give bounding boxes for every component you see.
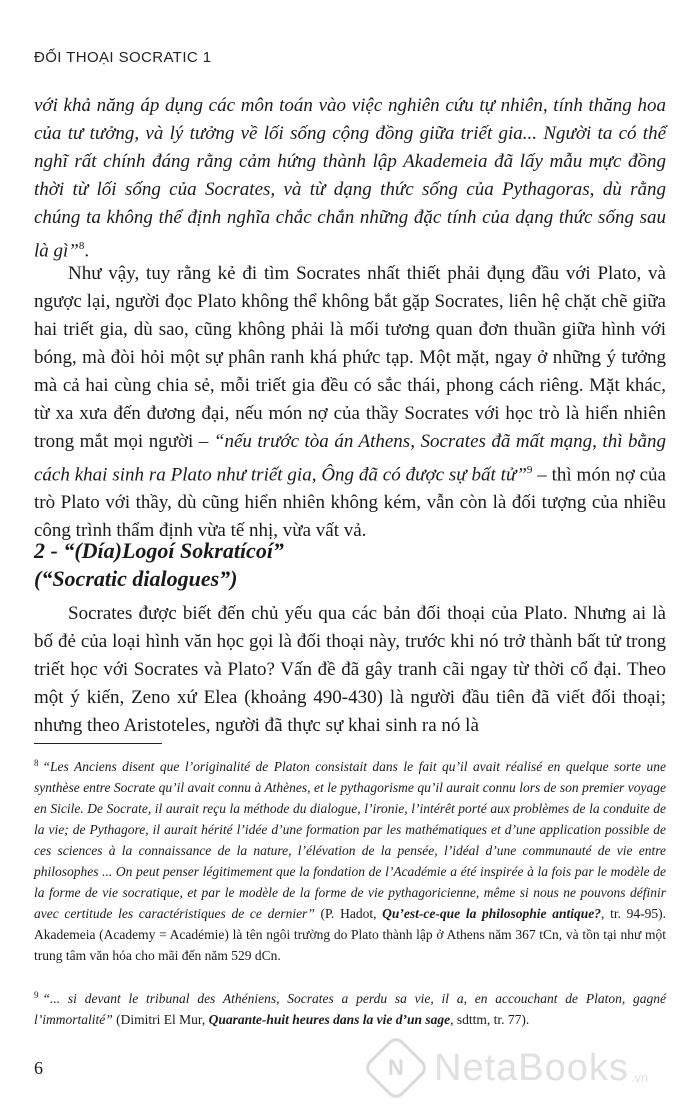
paragraph-text-end: – thì món nợ của trò Plato với thầy, dù cũng hiển nhiên không kém, vẫn còn là đối tượng của nhiều công trình thẩm định vừa tế nhị, vừa vất vả. xyxy=(34,464,666,542)
footnote-book-title: Qu’est-ce-que la philosophie antique? xyxy=(382,906,601,921)
logo-letter: N xyxy=(388,1054,404,1080)
running-header: ĐỐI THOẠI SOCRATIC 1 xyxy=(34,49,212,66)
watermark-text: NetaBooks xyxy=(434,1046,629,1089)
paragraph-dialogues: Socrates được biết đến chủ yếu qua các bản đối thoại của Plato. Nhưng ai là bố đẻ của loại hình văn học gọi là đối thoại này, trước khi nó trở thành bất tử trong triết học với Socrates và Plato? Vấn đề đã gây tranh cãi ngay từ thời cổ đại. Theo một ý kiến, Zeno xứ Elea (khoảng 490-430) là người đầu tiên đã viết đối thoại; nhưng theo Aristoteles, người đã thực sự khai sinh ra nó là xyxy=(34,603,666,736)
paragraph-text: Như vậy, tuy rằng kẻ đi tìm Socrates nhất thiết phải đụng đầu với Plato, và ngược lại, người đọc Plato không thể không bắt gặp Socrates, liên hệ chặt chẽ giữa hai triết gia, dù sao, cũng không phải là mối tương quan đơn thuần giữa hình với bóng, mà đòi hỏi một sự phân ranh khá phức tạp. Một mặt, ngay ở những ý tưởng mà cả hai cùng chia sẻ, mỗi triết gia đều có sắc thái, phong cách riêng. Mặt khác, từ xa xưa đến đương đại, nếu món nợ của thầy Socrates với học trò là hiển nhiên trong mắt mọi người – xyxy=(34,263,666,452)
section-heading xyxy=(34,537,666,593)
footnote-number: 9 xyxy=(34,990,39,1000)
footnote-number: 8 xyxy=(34,758,39,768)
inline-quote: “nếu trước tòa án Athens, Socrates đã mất mạng, thì bằng cách khai sinh ra Plato như triết gia, Ông đã có được sự bất tử” xyxy=(34,431,667,486)
footnote-quote: “... si devant le tribunal des Athéniens, Socrates a perdu sa vie, il a, en accouchant de Platon, gagné l’immortalité” xyxy=(34,991,666,1027)
footnote-citation: (P. Hadot, xyxy=(314,906,383,921)
page-number: 6 xyxy=(34,1058,43,1078)
footnote-quote: “Les Anciens disent que l’originalité de Platon consistait dans le fait qu’il avait réalisé en quelque sorte une synthèse entre Socrate qu’il avait connu à Athènes, et le pythagorisme qu’il aurait connu lors de son premier voyage en Sicile. De Socrate, il aurait reçu la méthode du dialogue, l’ironie, l’intérêt porté aux problèmes de la conduite de la vie; de Pythagore, il aurait hérité l’idée d’une formation par les mathématiques et d’une application possible de ces sciences à la connaissance de la nature, l’élévation de la pensée, l’idéal d’une communauté de vie entre philosophes ... On peut penser légitimement que la fondation de l’Académie a été inspirée à la fois par le modèle de la forme de vie socratique, et par le modèle de la forme de vie pythagoricienne, même si nous ne pouvons définir avec certitude les caractéristiques de ce dernier” xyxy=(34,759,666,921)
netabooks-logo-icon xyxy=(362,1034,430,1102)
watermark xyxy=(372,1044,648,1092)
footnote-9 xyxy=(34,985,666,1030)
paragraph-text: với khả năng áp dụng các môn toán vào việc nghiên cứu tự nhiên, tính thăng hoa của tư tưởng, và lý tưởng về lối sống cộng đồng giữa triết gia... Người ta có thể nghĩ rất chính đáng rằng cảm hứng thành lập Akademeia đã lấy mẫu mực đồng thời từ lối sống của Socrates, và từ dạng thức sống của Pythagoras, dù rằng chúng ta không thể định nghĩa chắc chắn những đặc tính của dạng thức sống sau là gì” xyxy=(34,95,666,262)
watermark-suffix: .vn xyxy=(630,1069,649,1085)
footnote-ref-8[interactable]: 8 xyxy=(78,240,85,252)
footnote-citation-end: , sdttm, tr. 77). xyxy=(450,1012,530,1027)
paragraph-continued-quote xyxy=(34,92,666,265)
footnote-citation-end: , tr. 94-95). Akademeia (Academy = Académie) là tên ngôi trường do Plato thành lập ở Athens năm 367 tCn, và tồn tại như một trung tâm văn hóa cho mãi đến năm 529 dCn. xyxy=(34,906,667,963)
footnote-8 xyxy=(34,753,666,966)
section-heading-line-1: 2 - “(Día)Logoí Sokratícoí” xyxy=(34,538,284,563)
paragraph-plato-socrates xyxy=(34,260,666,545)
footnote-book-title: Quarante-huit heures dans la vie d’un sage xyxy=(208,1012,451,1027)
footnote-ref-9[interactable]: 9 xyxy=(526,464,533,476)
footnote-divider xyxy=(34,743,162,744)
footnote-citation: (Dimitri El Mur, xyxy=(112,1012,209,1027)
section-heading-line-2: (“Socratic dialogues”) xyxy=(34,566,238,591)
paragraph-text-end: . xyxy=(84,240,90,262)
